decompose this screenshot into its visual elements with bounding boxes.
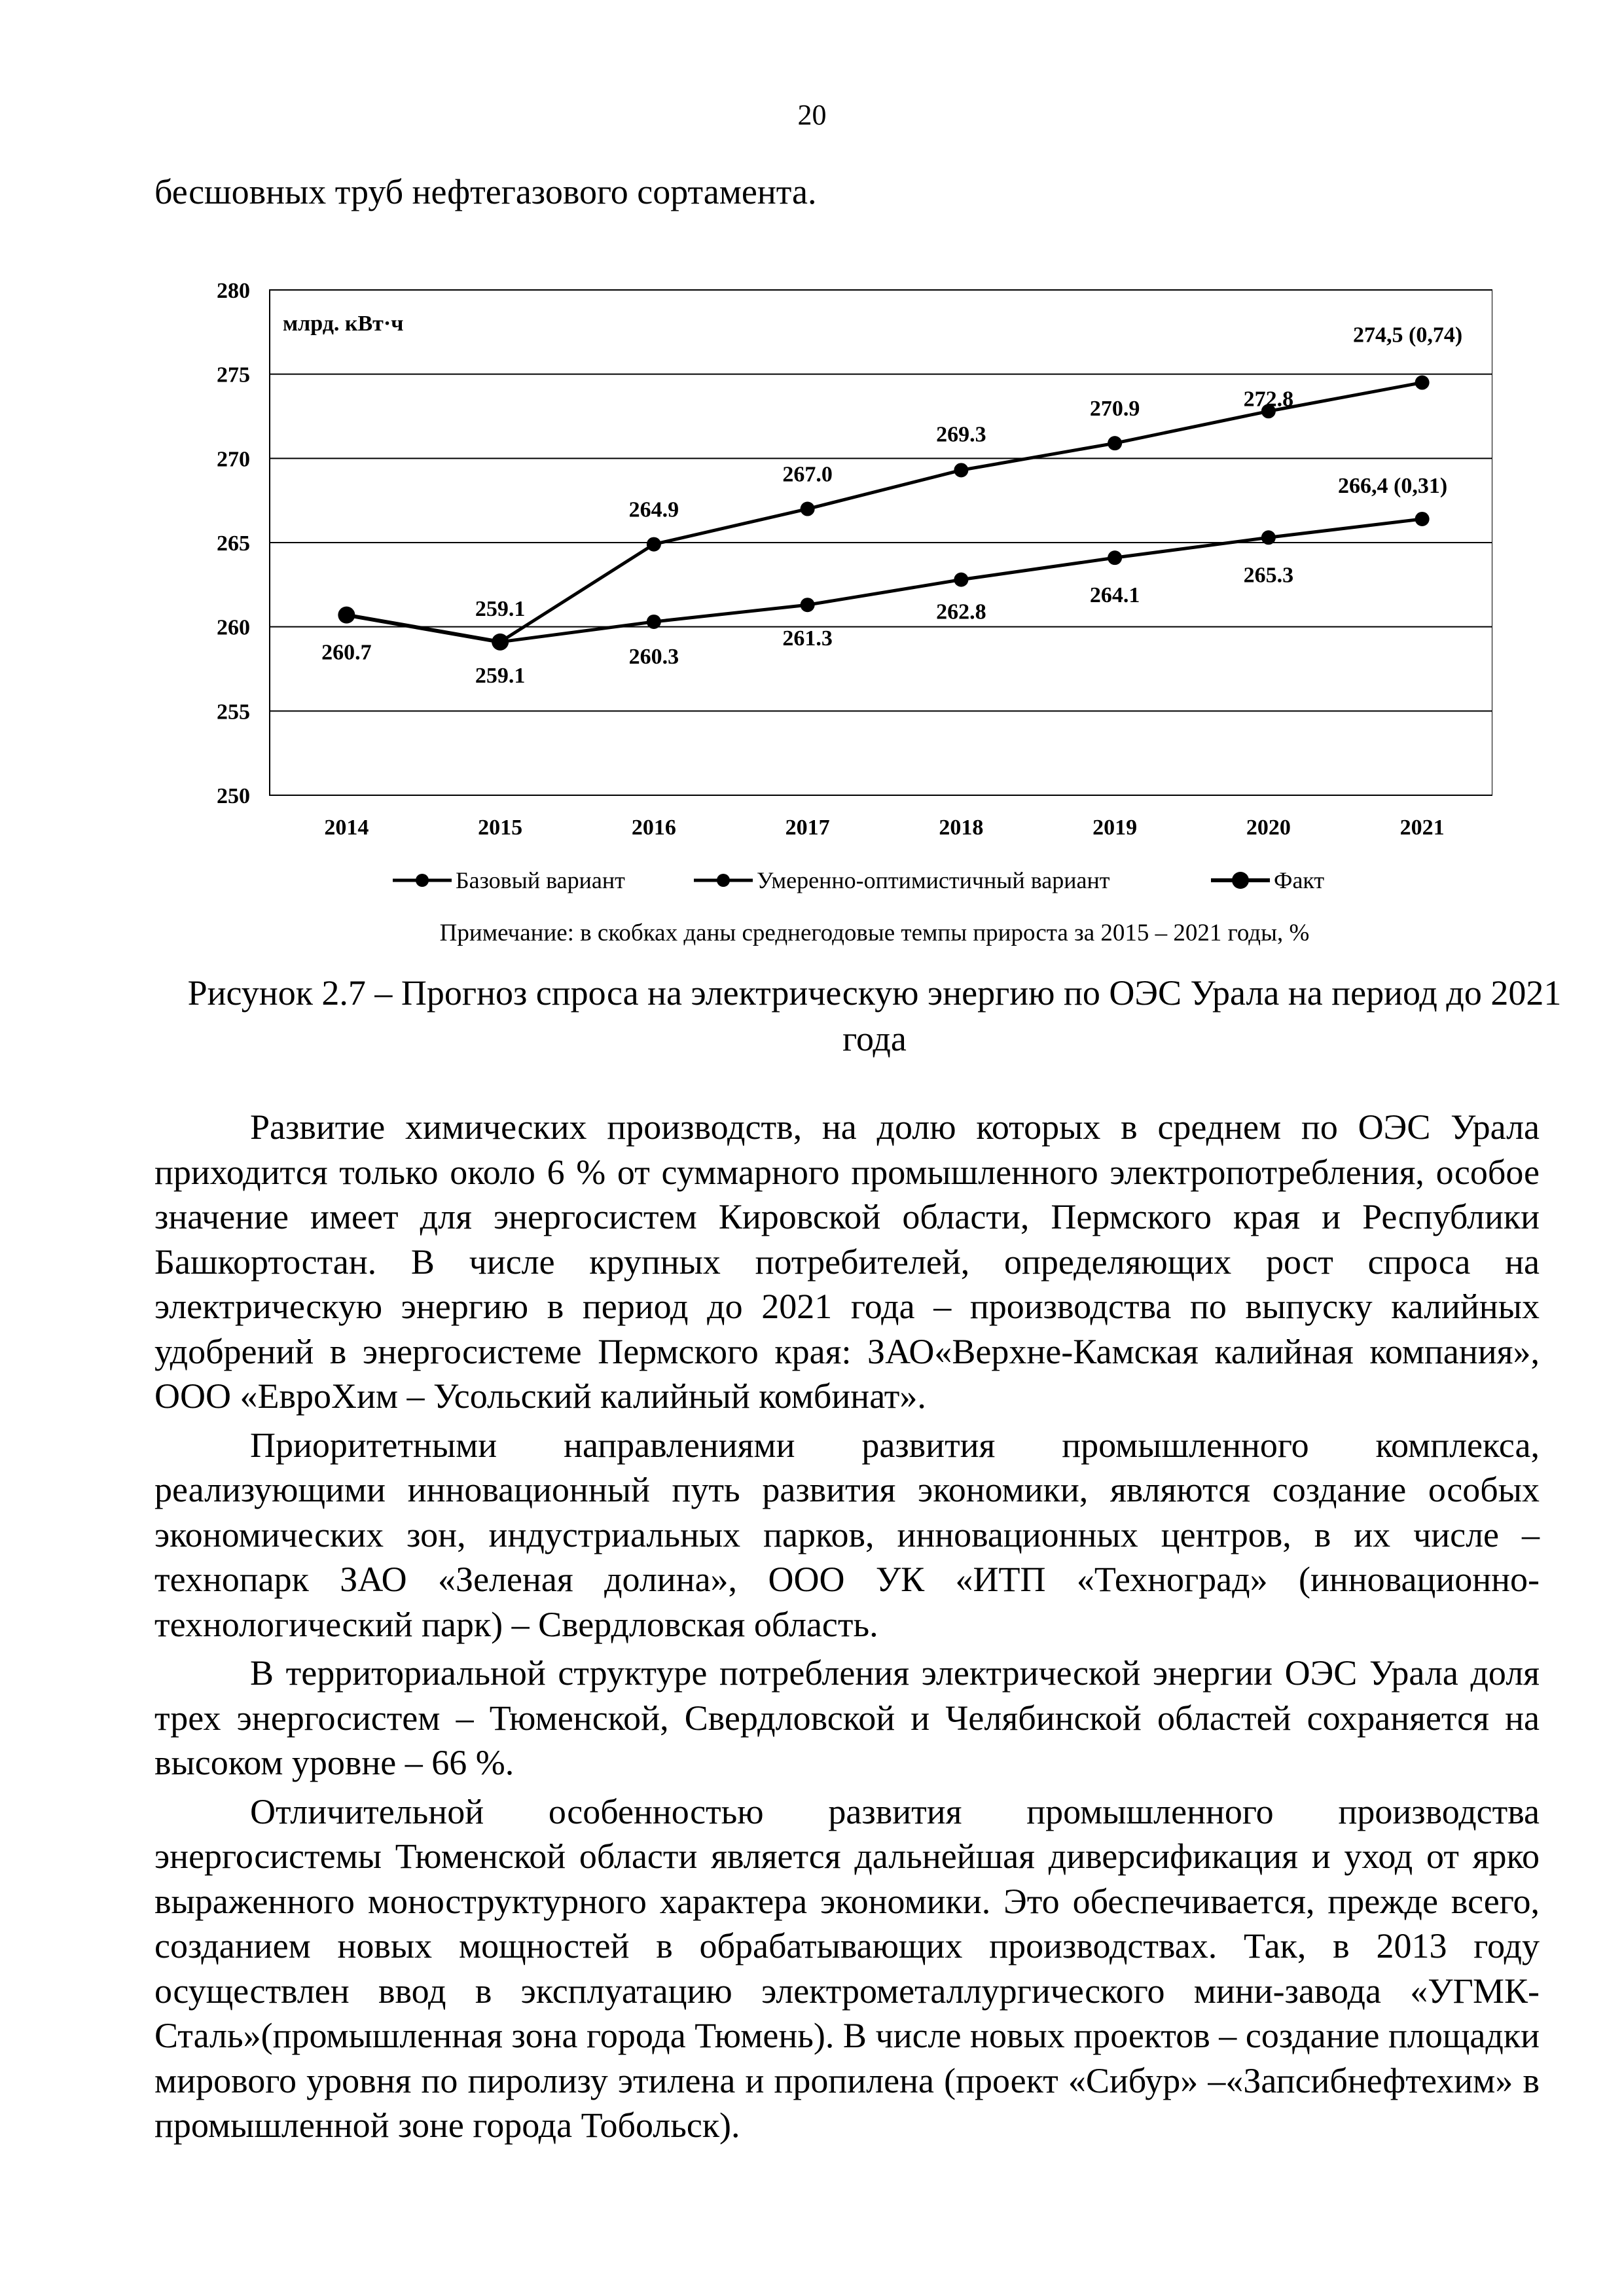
body-text	[154, 1105, 1540, 2148]
paragraph: Отличительной особенностью развития промышленного производства энергосистемы Тюменской области является дальнейшая диверсификация и уход от ярко выраженного моноструктурного характера экономики. Это обеспечивается, прежде всего, созданием новых мощностей в обрабатывающих производствах. Так, в 2013 году осуществлен ввод в эксплуатацию электрометаллургического мини-завода «УГМК-Сталь»(промышленная зона города Тюмень). В числе новых проектов – создание площадки мирового уровня по пиролизу этилена и пропилена (проект «Сибур» –«Запсибнефтехим» в промышленной зоне города Тобольск).	[154, 1791, 1540, 2145]
data-label: 264.1	[1089, 583, 1140, 608]
intro-line: бесшовных труб нефтегазового сортамента.	[154, 172, 817, 211]
legend-marker	[1232, 872, 1249, 889]
x-tick-label: 2020	[1246, 816, 1291, 840]
figure-caption: Рисунок 2.7 – Прогноз спроса на электрическую энергию по ОЭС Урала на период до 2021 года	[187, 973, 1562, 1058]
data-point	[1415, 512, 1430, 526]
data-label: 266,4 (0,31)	[1338, 473, 1448, 498]
data-label: 272.8	[1243, 387, 1294, 412]
legend-marker	[416, 874, 429, 887]
x-tick-label: 2019	[1092, 816, 1138, 840]
legend-marker	[717, 874, 730, 887]
paragraph: Развитие химических производств, на долю которых в среднем по ОЭС Урала приходится только около 6 % от суммарного промышленного электропотребления, особое значение имеет для энергосистем Кировской области, Пермского края и Республики Башкортостан. В числе крупных потребителей, определяющих рост спроса на электрическую энергию в период до 2021 года – производства по выпуску калийных удобрений в энергосистеме Пермского края: ЗАО«Верхне-Камская калийная компания», ООО «ЕвроХим – Усольский калийный комбинат».	[154, 1107, 1540, 1416]
y-tick-label: 255	[217, 700, 250, 725]
data-point	[801, 598, 815, 612]
y-tick-label: 250	[217, 784, 250, 808]
data-point	[647, 537, 661, 552]
data-label: 259.1	[475, 663, 526, 688]
data-label: 269.3	[936, 422, 986, 447]
data-point	[1415, 376, 1430, 390]
y-tick-label: 260	[217, 615, 250, 640]
chart-note: Примечание: в скобках даны среднегодовые темпы прироста за 2015 – 2021 годы, %	[439, 920, 1310, 946]
data-label: 260.7	[321, 640, 372, 665]
data-label: 270.9	[1089, 397, 1140, 422]
data-label: 261.3	[782, 626, 833, 651]
demand-forecast-chart	[190, 272, 1492, 913]
x-tick-label: 2016	[631, 816, 676, 840]
y-tick-label: 280	[217, 279, 250, 303]
data-label: 262.8	[936, 600, 986, 624]
legend-label: Умеренно-оптимистичный вариант	[757, 867, 1110, 893]
data-label: 260.3	[628, 644, 679, 669]
data-point	[647, 615, 661, 629]
data-point	[954, 463, 968, 477]
y-tick-label: 265	[217, 531, 250, 556]
data-label: 267.0	[782, 462, 833, 487]
unit-label: млрд. кВт·ч	[283, 312, 404, 336]
y-tick-label: 275	[217, 363, 250, 387]
data-label: 259.1	[475, 596, 526, 621]
x-tick-label: 2015	[478, 816, 523, 840]
data-label: 274,5 (0,74)	[1353, 323, 1463, 348]
x-tick-label: 2018	[939, 816, 984, 840]
paragraph: В территориальной структуре потребления электрической энергии ОЭС Урала доля трех энергосистем – Тюменской, Свердловской и Челябинской областей сохраняется на высоком уровне – 66 %.	[154, 1653, 1540, 1782]
paragraph: Приоритетными направлениями развития промышленного комплекса, реализующими инновационный путь развития экономики, являются создание особых экономических зон, индустриальных парков, инновационных центров, в их числе – технопарк ЗАО «Зеленая долина», ООО УК «ИТП «Техноград» (инновационно-технологический парк) – Свердловская область.	[154, 1425, 1540, 1644]
data-label: 264.9	[628, 497, 679, 522]
data-point	[1261, 530, 1276, 545]
data-label: 265.3	[1243, 563, 1294, 588]
data-point	[1108, 436, 1122, 450]
data-point	[801, 502, 815, 516]
legend-label: Базовый вариант	[456, 867, 625, 893]
x-tick-label: 2021	[1399, 816, 1445, 840]
y-tick-label: 270	[217, 447, 250, 472]
data-point	[492, 634, 509, 651]
data-point	[954, 573, 968, 587]
data-point	[1108, 550, 1122, 565]
page-number: 20	[797, 99, 827, 131]
data-point	[338, 607, 355, 624]
x-tick-label: 2017	[785, 816, 830, 840]
legend-label: Факт	[1274, 867, 1325, 893]
x-tick-label: 2014	[324, 816, 369, 840]
